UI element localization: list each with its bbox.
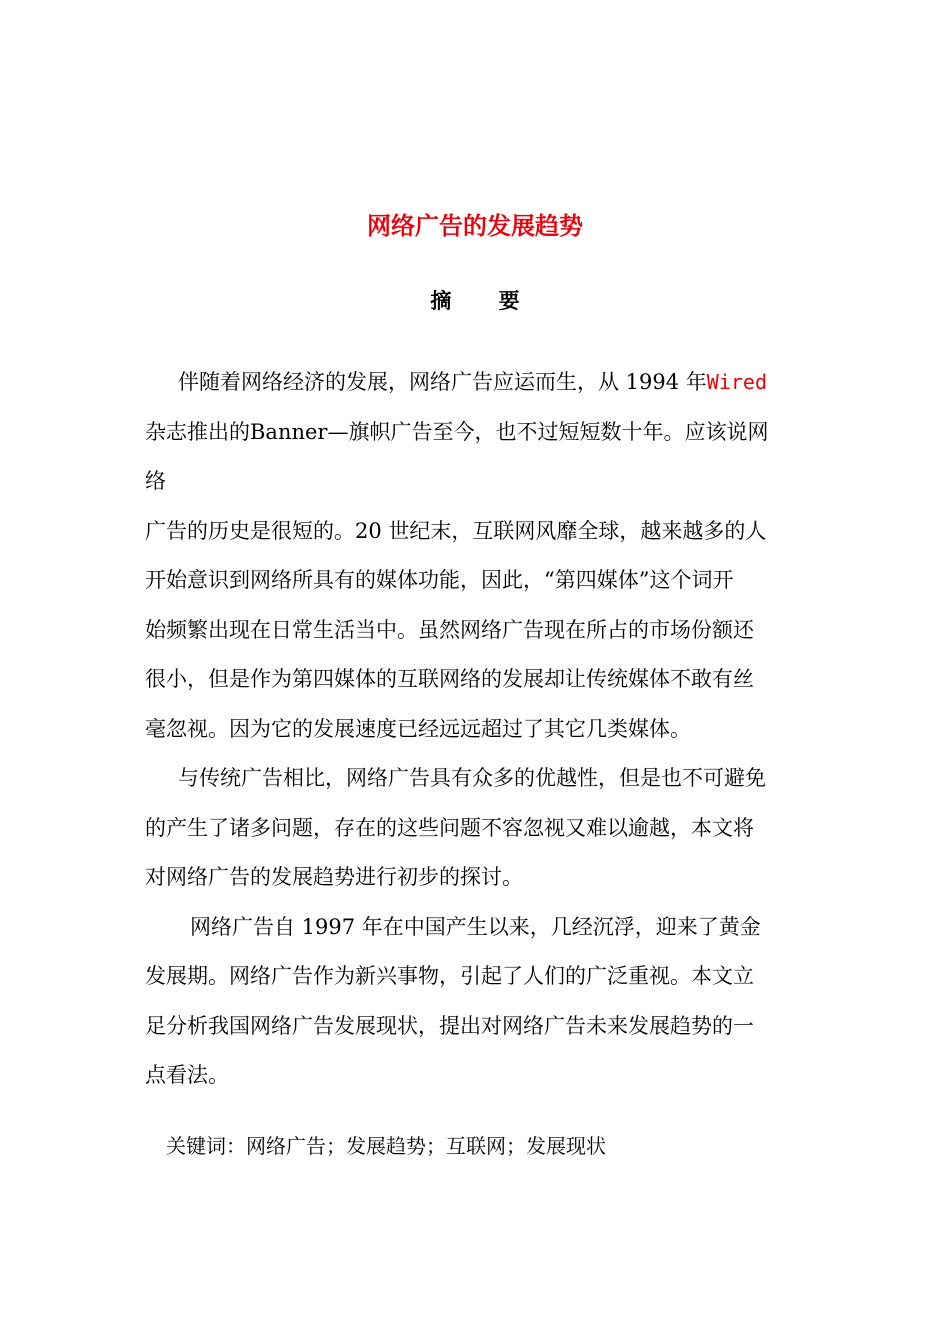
paragraph-line: 与传统广告相比，网络广告具有众多的优越性，但是也不可避免 [178, 766, 766, 790]
paragraph-line: 毫忽视。因为它的发展速度已经远远超过了其它几类媒体。 [145, 716, 691, 741]
paragraph-text: 伴随着网络经济的发展，网络广告应运而生，从 1994 年 [178, 370, 707, 394]
document-title: 网络广告的发展趋势 [367, 212, 583, 240]
abstract-body [145, 358, 810, 1101]
paragraph-line: 很小，但是作为第四媒体的互联网络的发展却让传统媒体不敢有丝 [145, 667, 754, 691]
paragraph-line: 对网络广告的发展趋势进行初步的探讨。 [145, 865, 523, 889]
abstract-heading: 摘 要 [430, 289, 540, 313]
paragraph-line: 网络广告自 1997 年在中国产生以来，几经沉浮，迎来了黄金 [190, 914, 761, 939]
paragraph-line: 广告的历史是很短的。20 世纪末，互联网风靡全球，越来越多的人 [145, 518, 767, 543]
paragraph-line: 络 [145, 469, 166, 493]
paragraph-2 [145, 754, 810, 903]
keywords-line: 关键词：网络广告；发展趋势；互联网；发展现状 [166, 1134, 606, 1158]
paragraph-1 [145, 358, 810, 754]
paragraph-line: 始频繁出现在日常生活当中。虽然网络广告现在所占的市场份额还 [145, 617, 754, 642]
highlighted-term: Wired [706, 370, 768, 394]
paragraph-line: 杂志推出的Banner—旗帜广告至今，也不过短短数十年。应该说网 [145, 419, 769, 444]
paragraph-line: 的产生了诸多问题，存在的这些问题不容忽视又难以逾越，本文将 [145, 815, 754, 840]
paragraph-3 [145, 903, 810, 1101]
paragraph-line [145, 358, 810, 408]
paragraph-line: 开始意识到网络所具有的媒体功能，因此，“第四媒体”这个词开 [145, 568, 734, 592]
paragraph-line: 发展期。网络广告作为新兴事物，引起了人们的广泛重视。本文立 [145, 964, 754, 988]
paragraph-line: 点看法。 [145, 1063, 229, 1087]
paragraph-line: 足分析我国网络广告发展现状，提出对网络广告未来发展趋势的一 [145, 1013, 754, 1038]
